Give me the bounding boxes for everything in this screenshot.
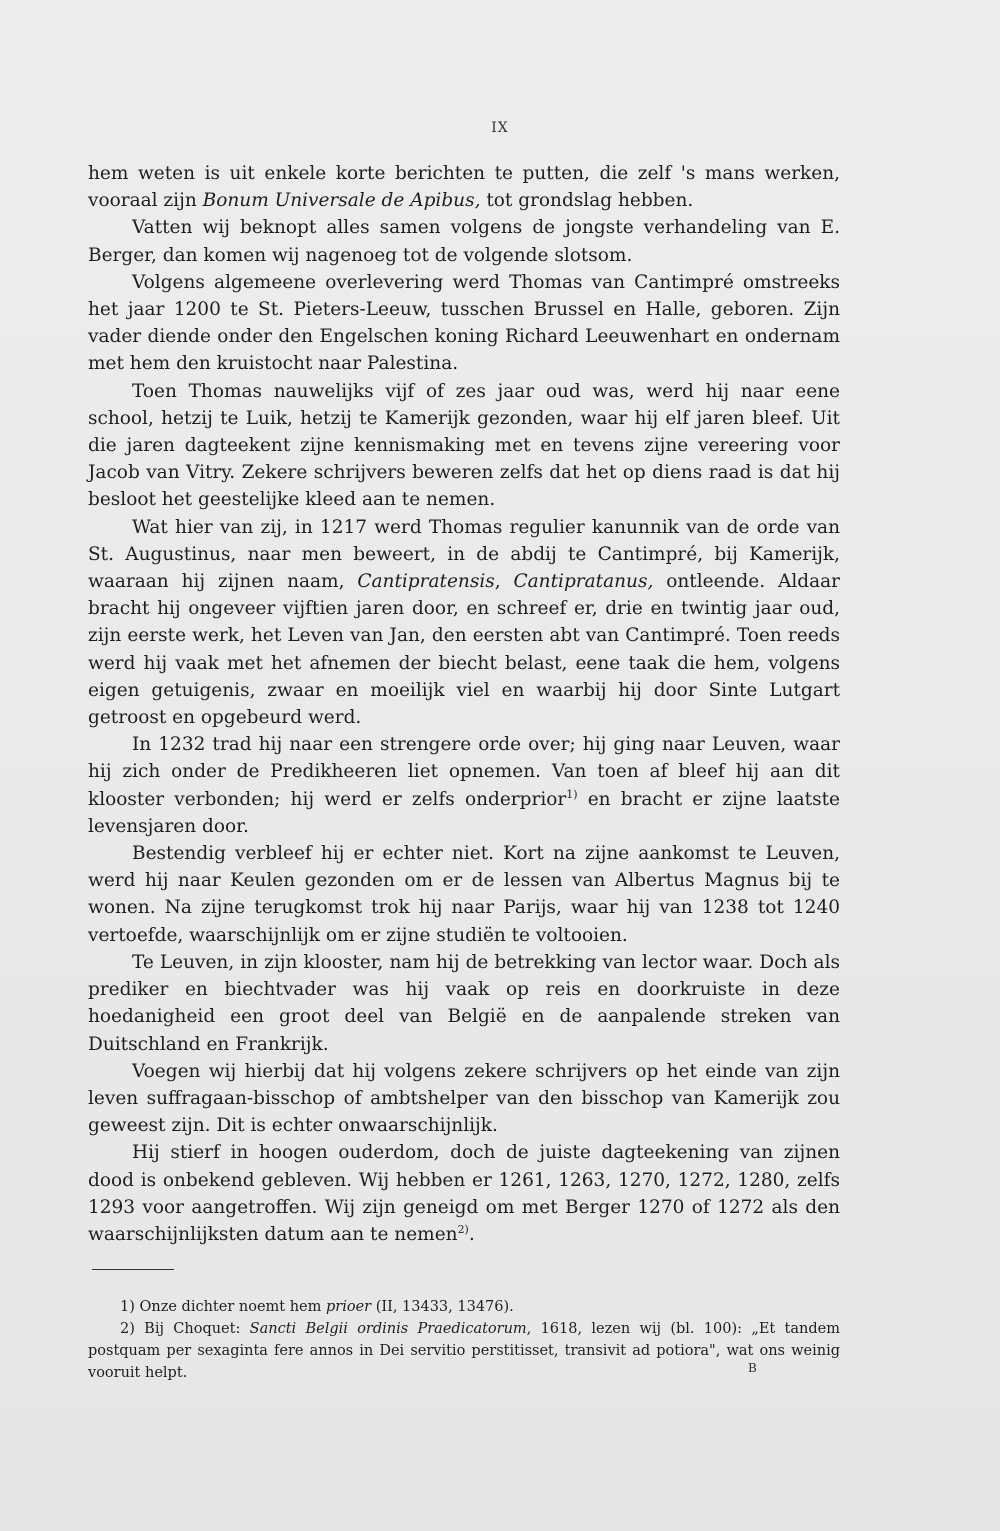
paragraph: Te Leuven, in zijn klooster, nam hij de betrekking van lector waar. Doch als prediker en biechtvader was hij vaak op reis en doorkruiste in deze hoedanigheid een groot deel van België en de aanpalende streken van Duitschland en Frankrijk. [88,951,840,1055]
italic-title: Sancti Belgii ordinis Praedicatorum [249,1321,527,1337]
footnotes [88,1296,840,1384]
paragraph: Hij stierf in hoogen ouderdom, doch de juiste dagteekening van zijnen dood is onbekend gebleven. Wij hebben er 1261, 1263, 1270, 1272, 1280, zelfs 1293 voor aangetroffen. Wij zijn geneigd om met Berger 1270 of 1272 als den waarschijnlijksten datum aan te nemen$^{2)}$. [88,1142,840,1245]
footnote-ref: 2) [457,1222,469,1236]
page-number: IX [491,120,509,136]
paragraph: In 1232 trad hij naar een strengere orde over; hij ging naar Leuven, waar hij zich onder de Predikheeren liet opnemen. Van toen af bleef hij aan dit klooster verbonden; hij werd er zelfs onderprior$^{1)}$ en bracht er zijne laatste levensjaren door. [88,734,840,837]
paragraph: hem weten is uit enkele korte berichten te putten, die zelf 's mans werken, vooraal zijn Bonum Universale de Apibus, tot grondslag hebben. [88,163,840,212]
footnote-ref: 1) [566,787,578,801]
paragraph: Toen Thomas nauwelijks vijf of zes jaar oud was, werd hij naar eene school, hetzij te Luik, hetzij te Kamerijk gezonden, waar hij elf jaren bleef. Uit die jaren dagteekent zijne kennismaking met en tevens zijne vereering voor Jacob van Vitry. Zekere schrijvers beweren zelfs dat het op diens raad is dat hij besloot het geestelijke kleed aan te nemen. [88,380,840,511]
paragraph: Volgens algemeene overlevering werd Thomas van Cantimpré omstreeks het jaar 1200 te St. Pieters-Leeuw, tusschen Brussel en Halle, geboren. Zijn vader diende onder den Engelschen koning Richard Leeuwenhart en ondernam met hem den kruistocht naar Palestina. [88,271,840,375]
italic-title: Bonum Universale de Apibus, [202,190,481,212]
footnote-rule [92,1269,174,1270]
paragraph: Voegen wij hierbij dat hij volgens zekere schrijvers op het einde van zijn leven suffragaan-bisschop of ambtshelper van den bisschop van Kamerijk zou geweest zijn. Dit is echter onwaarschijnlijk. [88,1060,840,1137]
paragraph: Bestendig verbleef hij er echter niet. Kort na zijne aankomst te Leuven, werd hij naar Keulen gezonden om er de lessen van Albertus Magnus bij te wonen. Na zijne terugkomst trok hij naar Parijs, waar hij van 1238 tot 1240 vertoefde, waarschijnlijk om er zijne studiën te voltooien. [88,843,840,946]
signature-mark: B [748,1361,757,1375]
paragraph: Wat hier van zij, in 1217 werd Thomas regulier kanunnik van de orde van St. Augustinus, naar men beweert, in de abdij te Cantimpré, bij Kamerijk, waaraan hij zijnen naam, Cantipratensis, Cantipratanus, ontleende. Aldaar bracht hij ongeveer vijftien jaren door, en schreef er, drie en twintig jaar oud, zijn eerste werk, het Leven van Jan, den eersten abt van Cantimpré. Toen reeds werd hij vaak met het afnemen der biecht belast, eene taak die hem, volgens eigen getuigenis, zwaar en moeilijk viel en waarbij hij door Sinte Lutgart getroost en opgebeurd werd. [88,516,841,729]
footnote: 2) Bij Choquet: Sancti Belgii ordinis Praedicatorum, 1618, lezen wij (bl. 100): „Et tandem postquam per sexaginta fere annos in Dei servitio perstitisset, transivit ad potiora", wat ons weinig vooruit helpt. [88,1321,840,1381]
italic-title: Cantipratensis [357,571,495,593]
footnote: 1) Onze dichter noemt hem prioer (II, 13433, 13476). [120,1299,514,1315]
main-text [88,160,840,1248]
italic-title: prioer [326,1299,372,1315]
paragraph: Vatten wij beknopt alles samen volgens de jongste verhandeling van E. Berger, dan komen wij nagenoeg tot de volgende slotsom. [88,217,840,266]
italic-title: Cantipratanus, [513,571,654,593]
